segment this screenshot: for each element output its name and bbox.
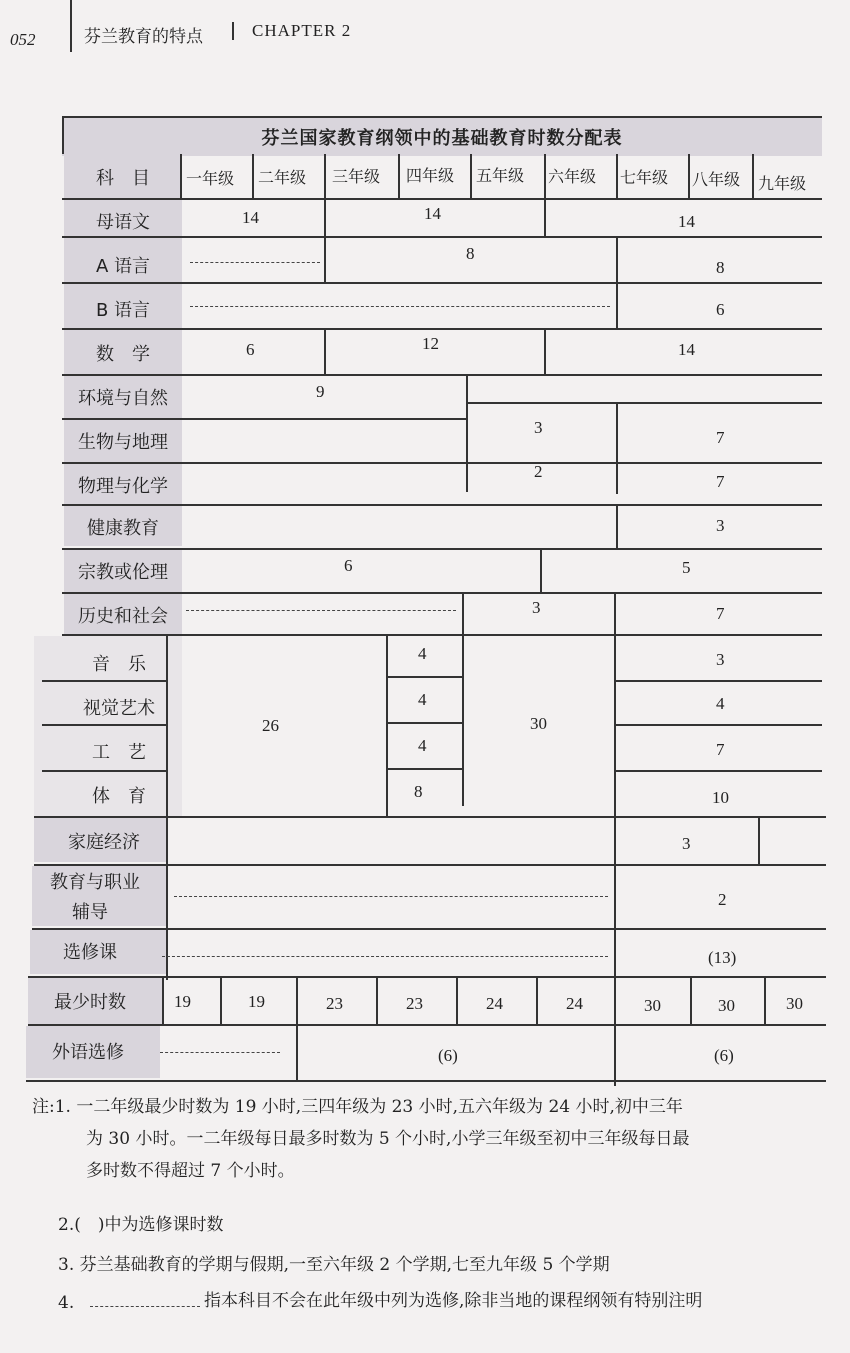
muyu-g7-9: 14 — [678, 212, 695, 231]
b-lang-g7-9: 6 — [716, 300, 725, 319]
math-g1-2: 6 — [246, 340, 255, 359]
religion-g1-6: 6 — [344, 556, 353, 575]
subject-music: 音 乐 — [92, 654, 146, 675]
header-divider — [70, 0, 72, 52]
note-4-prefix: 4. — [58, 1293, 75, 1313]
subject-home-econ: 家庭经济 — [68, 832, 140, 853]
min-hours-g6: 24 — [566, 994, 583, 1013]
subject-pe: 体 育 — [92, 786, 146, 807]
grade-5: 五年级 — [476, 166, 525, 185]
grade-1: 一年级 — [186, 169, 235, 188]
bio-g5-6: 3 — [534, 418, 543, 437]
bio-g7-9: 7 — [716, 428, 725, 447]
muyu-g1-2: 14 — [242, 208, 259, 227]
health-g7-9: 3 — [716, 516, 725, 535]
subject-phys: 物理与化学 — [78, 476, 168, 497]
grade-9: 九年级 — [758, 174, 807, 193]
subject-math: 数 学 — [96, 344, 150, 365]
min-hours-g3: 23 — [326, 994, 343, 1013]
min-hours-g1: 19 — [174, 992, 191, 1011]
math-g7-9: 14 — [678, 340, 695, 359]
subject-career-1: 教育与职业 — [50, 872, 140, 893]
visual-g3-4: 4 — [418, 690, 427, 709]
subject-a-lang: A 语言 — [95, 256, 151, 277]
music-g3-4: 4 — [418, 644, 427, 663]
subject-muyu: 母语文 — [96, 212, 150, 233]
min-hours-g5: 24 — [486, 994, 503, 1013]
env-g1-4: 9 — [316, 382, 325, 401]
grade-4: 四年级 — [406, 166, 455, 185]
subject-header: 科 目 — [96, 168, 150, 189]
grade-2: 二年级 — [258, 168, 307, 187]
grade-6: 六年级 — [548, 167, 597, 186]
page-header — [0, 0, 850, 70]
grade-3: 三年级 — [332, 167, 381, 186]
subject-visual: 视觉艺术 — [83, 698, 155, 719]
subject-foreign-elective: 外语选修 — [52, 1042, 124, 1063]
phys-g7-9: 7 — [716, 472, 725, 491]
pe-g3-4: 8 — [414, 782, 423, 801]
subject-history: 历史和社会 — [78, 606, 168, 627]
music-g7-9: 3 — [716, 650, 725, 669]
note-1-line-1: 注:1. 一二年级最少时数为 19 小时,三四年级为 23 小时,五六年级为 24 小时,初中三年 — [32, 1097, 683, 1117]
a-lang-g3-6: 8 — [466, 244, 475, 263]
phys-g5-6: 2 — [534, 462, 543, 481]
note-3: 3. 芬兰基础教育的学期与假期,一至六年级 2 个学期,七至九年级 5 个学期 — [58, 1255, 610, 1275]
foreign-elective-g3-6: (6) — [438, 1046, 458, 1065]
subject-env: 环境与自然 — [78, 388, 168, 409]
min-hours-g7: 30 — [644, 996, 661, 1015]
note-1-line-3: 多时数不得超过 7 个小时。 — [86, 1161, 295, 1181]
subject-craft: 工 艺 — [92, 742, 146, 763]
math-g3-6: 12 — [422, 334, 439, 353]
subject-b-lang: B 语言 — [95, 300, 151, 321]
a-lang-g7-9: 8 — [716, 258, 725, 277]
religion-g7-9: 5 — [682, 558, 691, 577]
note-4-text: 指本科目不会在此年级中列为选修,除非当地的课程纲领有特别注明 — [204, 1291, 703, 1311]
page-number: 052 — [10, 30, 36, 49]
arts-g1-4: 26 — [262, 716, 279, 735]
header-separator — [232, 22, 234, 40]
elective-g7-9: (13) — [708, 948, 737, 967]
min-hours-g9: 30 — [786, 994, 803, 1013]
subject-min-hours: 最少时数 — [54, 992, 126, 1013]
home-econ-g7-9: 3 — [682, 834, 691, 853]
table-title: 芬兰国家教育纲领中的基础教育时数分配表 — [261, 128, 623, 149]
muyu-g3-6: 14 — [424, 204, 441, 223]
hours-allocation-table — [14, 116, 828, 1082]
min-hours-g4: 23 — [406, 994, 423, 1013]
pe-g7-9: 10 — [712, 788, 729, 807]
subject-religion: 宗教或伦理 — [78, 562, 168, 583]
subject-bio: 生物与地理 — [78, 432, 168, 453]
min-hours-g8: 30 — [718, 996, 735, 1015]
note-2: 2.( )中为选修课时数 — [58, 1215, 224, 1235]
arts-g5-6: 30 — [530, 714, 547, 733]
subject-elective: 选修课 — [63, 942, 117, 963]
subject-health: 健康教育 — [87, 518, 159, 539]
foreign-elective-g7-9: (6) — [714, 1046, 734, 1065]
grade-7: 七年级 — [620, 168, 669, 187]
subject-career-2: 辅导 — [72, 902, 108, 923]
min-hours-g2: 19 — [248, 992, 265, 1011]
visual-g7-9: 4 — [716, 694, 725, 713]
history-g5-6: 3 — [532, 598, 541, 617]
craft-g7-9: 7 — [716, 740, 725, 759]
note-1-line-2: 为 30 小时。一二年级每日最多时数为 5 个小时,小学三年级至初中三年级每日最 — [86, 1129, 690, 1149]
grade-8: 八年级 — [692, 170, 741, 189]
table-grid — [14, 116, 828, 1082]
note-4-dashed-marker — [90, 1306, 200, 1307]
chapter-label: CHAPTER 2 — [252, 21, 352, 40]
career-g7-9: 2 — [718, 890, 727, 909]
book-title: 芬兰教育的特点 — [84, 27, 203, 47]
craft-g3-4: 4 — [418, 736, 427, 755]
history-g7-9: 7 — [716, 604, 725, 623]
